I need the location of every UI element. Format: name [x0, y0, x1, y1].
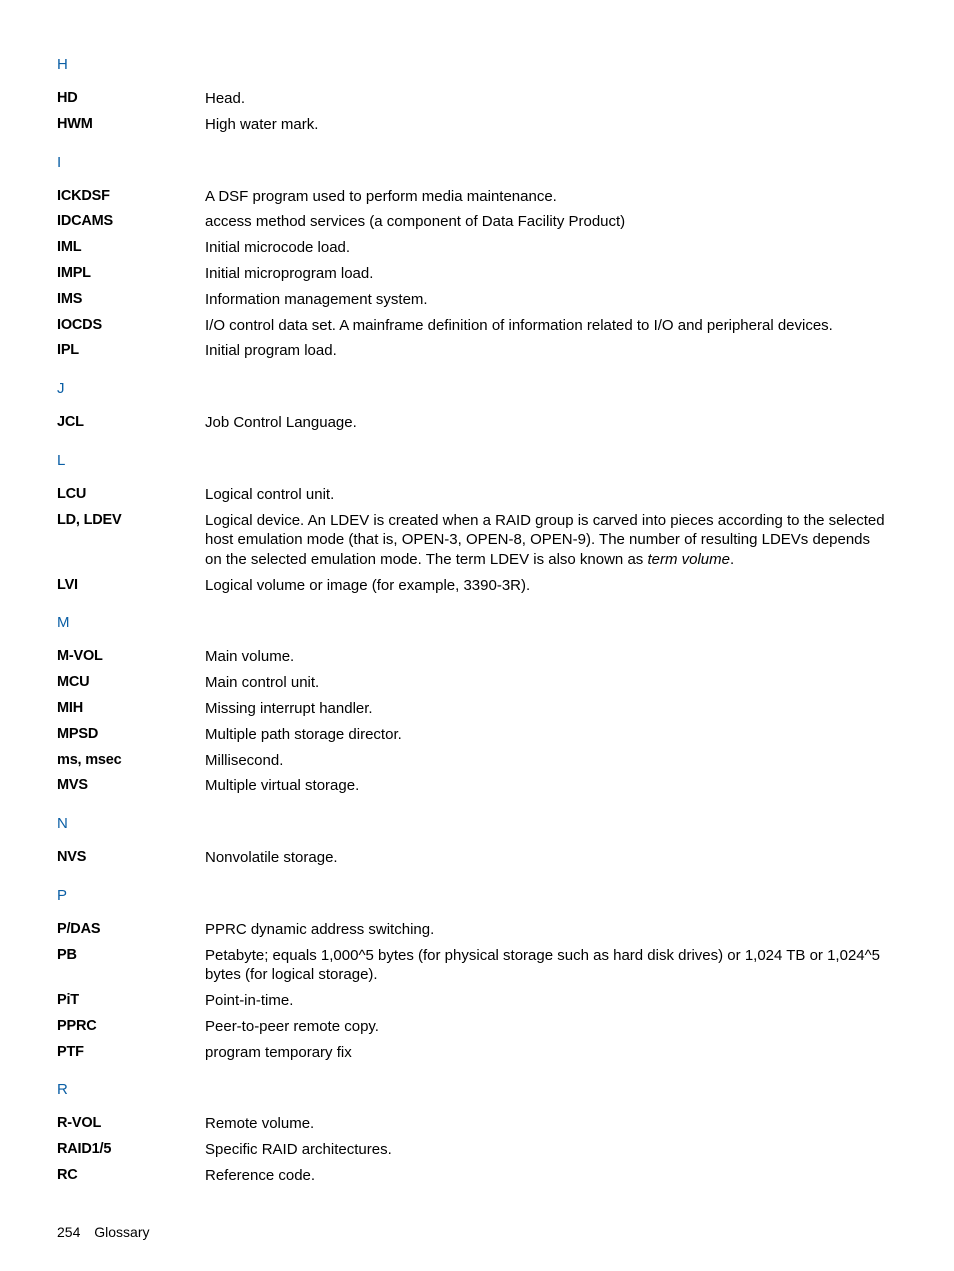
glossary-definition: [205, 1140, 887, 1160]
glossary-section-r: [57, 1080, 887, 1203]
glossary-entry: [57, 341, 887, 361]
glossary-definition: [205, 511, 887, 570]
glossary-definition: [205, 238, 887, 258]
glossary-entry: [57, 991, 887, 1011]
glossary-term: RAID1/5: [57, 1141, 112, 1158]
glossary-term: MIH: [57, 699, 83, 716]
section-spacer: [57, 141, 887, 153]
definition-text: Missing interrupt handler.: [205, 699, 373, 717]
glossary-definition: [205, 673, 887, 693]
definition-text: Job Control Language.: [205, 414, 357, 432]
glossary-definition: [205, 115, 887, 135]
definition-text: Initial program load.: [205, 342, 337, 360]
glossary-entry: [57, 1017, 887, 1037]
glossary-section-j: [57, 379, 887, 451]
glossary-term: HD: [57, 90, 78, 106]
glossary-definition: [205, 920, 887, 940]
glossary-definition: [205, 776, 887, 796]
glossary-entry: [57, 1166, 887, 1186]
glossary-term: IML: [57, 239, 82, 256]
glossary-entry: [57, 290, 887, 310]
glossary-term: IPL: [57, 342, 79, 359]
section-spacer: [57, 802, 887, 814]
definition-text: Initial microprogram load.: [205, 264, 374, 282]
section-spacer: [57, 601, 887, 613]
glossary-section-p: [57, 886, 887, 1080]
glossary-entry: [57, 264, 887, 284]
glossary-entry: [57, 699, 887, 719]
glossary-definition: [205, 751, 887, 771]
glossary-entry: [57, 751, 887, 771]
glossary-section-m: [57, 613, 887, 814]
glossary-definition: [205, 1114, 887, 1134]
glossary-term: LCU: [57, 485, 87, 502]
glossary-term: IMPL: [57, 264, 91, 281]
glossary-definition: [205, 699, 887, 719]
glossary-entry: [57, 1114, 887, 1134]
glossary-term: PPRC: [57, 1017, 97, 1034]
page-number: 254: [57, 1224, 81, 1240]
glossary-section-h: [57, 55, 887, 153]
definition-text: A DSF program used to perform media maintenance.: [205, 187, 557, 205]
glossary-entry: [57, 115, 887, 135]
glossary-term: LVI: [57, 576, 78, 593]
glossary-term: M-VOL: [57, 648, 103, 665]
glossary-term: MPSD: [57, 725, 99, 742]
glossary-definition: [205, 290, 887, 310]
section-spacer: [57, 1192, 887, 1204]
section-letter-heading: R: [57, 1081, 68, 1099]
definition-text: High water mark.: [205, 115, 319, 133]
definition-italic-text: term volume: [647, 550, 730, 568]
glossary-definition: [205, 1166, 887, 1186]
glossary-entry: [57, 576, 887, 596]
glossary-entry: [57, 413, 887, 433]
section-spacer: [57, 439, 887, 451]
glossary-entry: [57, 647, 887, 667]
glossary-term: MCU: [57, 674, 90, 691]
glossary-term: IMS: [57, 290, 83, 307]
definition-text: Logical volume or image (for example, 3390-3R).: [205, 576, 531, 594]
glossary-definition: [205, 576, 887, 596]
glossary-definition: [205, 946, 887, 985]
section-spacer: [57, 367, 887, 379]
section-letter-heading: L: [57, 451, 66, 469]
glossary-entry: [57, 920, 887, 940]
glossary-term: LD, LDEV: [57, 511, 122, 528]
definition-text: Head.: [205, 90, 246, 107]
glossary-definition: [205, 212, 887, 232]
glossary-definition: [205, 725, 887, 745]
definition-text: Main volume.: [205, 648, 295, 666]
glossary-entry: [57, 238, 887, 258]
glossary-entry: [57, 212, 887, 232]
page-footer: [57, 1222, 149, 1242]
definition-text-end: .: [730, 550, 735, 568]
definition-text: Multiple path storage director.: [205, 725, 402, 743]
glossary-definition: [205, 413, 887, 433]
glossary-entry: [57, 776, 887, 796]
section-letter-heading: J: [57, 380, 65, 398]
definition-text: access method services (a component of Data Facility Product): [205, 213, 626, 231]
definition-text: Information management system.: [205, 290, 428, 308]
glossary-entry: [57, 1043, 887, 1063]
glossary-term: HWM: [57, 115, 93, 132]
glossary-term: IDCAMS: [57, 213, 113, 230]
glossary-definition: [205, 341, 887, 361]
section-letter-heading: M: [57, 614, 70, 632]
section-letter-heading: N: [57, 815, 68, 833]
glossary-term: NVS: [57, 849, 87, 866]
definition-text: Multiple virtual storage.: [205, 777, 360, 795]
section-spacer: [57, 1068, 887, 1080]
glossary-term: PTF: [57, 1043, 84, 1060]
glossary-term: RC: [57, 1167, 78, 1184]
glossary-definition: [205, 187, 887, 207]
glossary-entry: [57, 187, 887, 207]
definition-text: Logical device. An LDEV is created when a RAID group is carved into pieces according to the selected host emulation mode (that is, OPEN-3, OPEN-8, OPEN-9). The number of resulting LDEVs depends on the selected emulation mode. The term LDEV is also known as: [205, 511, 885, 568]
glossary-definition: [205, 316, 887, 336]
definition-text: Nonvolatile storage.: [205, 849, 338, 867]
glossary-entry: [57, 946, 887, 985]
glossary-section-i: [57, 153, 887, 380]
definition-text: Reference code.: [205, 1167, 316, 1185]
glossary-section-n: [57, 814, 887, 886]
glossary-definition: [205, 991, 887, 1011]
glossary-term: IOCDS: [57, 316, 102, 333]
glossary-definition: [205, 485, 887, 505]
glossary-term: P/DAS: [57, 920, 101, 937]
glossary-definition: [205, 1017, 887, 1037]
glossary-list: [57, 55, 887, 1204]
glossary-term: JCL: [57, 414, 84, 431]
footer-section-name: Glossary: [94, 1224, 150, 1240]
definition-text: Logical control unit.: [205, 485, 335, 503]
glossary-entry: [57, 673, 887, 693]
glossary-entry: [57, 1140, 887, 1160]
glossary-entry: [57, 485, 887, 505]
glossary-term: ms, msec: [57, 751, 122, 768]
section-letter-heading: I: [57, 153, 62, 171]
glossary-term: ICKDSF: [57, 187, 110, 204]
glossary-entry: [57, 511, 887, 570]
definition-text: program temporary fix: [205, 1043, 352, 1061]
glossary-entry: [57, 316, 887, 336]
glossary-definition: [205, 264, 887, 284]
definition-text: Specific RAID architectures.: [205, 1141, 392, 1159]
glossary-definition: [205, 647, 887, 667]
glossary-definition: [205, 848, 887, 868]
glossary-term: PB: [57, 946, 77, 963]
definition-text: Main control unit.: [205, 674, 320, 692]
definition-text: Peer-to-peer remote copy.: [205, 1017, 379, 1035]
definition-text: Initial microcode load.: [205, 239, 351, 257]
definition-text: PPRC dynamic address switching.: [205, 920, 435, 938]
definition-text: Point-in-time.: [205, 992, 294, 1010]
glossary-section-l: [57, 451, 887, 613]
definition-text: I/O control data set. A mainframe definition of information related to I/O and peripheral devices.: [205, 316, 833, 334]
glossary-term: MVS: [57, 777, 88, 794]
glossary-entry: [57, 725, 887, 745]
definition-text: Remote volume.: [205, 1115, 315, 1133]
section-letter-heading: P: [57, 886, 68, 904]
glossary-term: PiT: [57, 992, 79, 1009]
section-spacer: [57, 874, 887, 886]
section-letter-heading: H: [57, 56, 68, 73]
glossary-entry: [57, 848, 887, 868]
glossary-entry: [57, 89, 887, 109]
glossary-term: R-VOL: [57, 1115, 102, 1132]
glossary-definition: [205, 1043, 887, 1063]
definition-text: Millisecond.: [205, 751, 284, 769]
definition-text: Petabyte; equals 1,000^5 bytes (for physical storage such as hard disk drives) or 1,024 TB or 1,024^5 bytes (for logical storage).: [205, 946, 881, 984]
glossary-definition: [205, 89, 887, 109]
